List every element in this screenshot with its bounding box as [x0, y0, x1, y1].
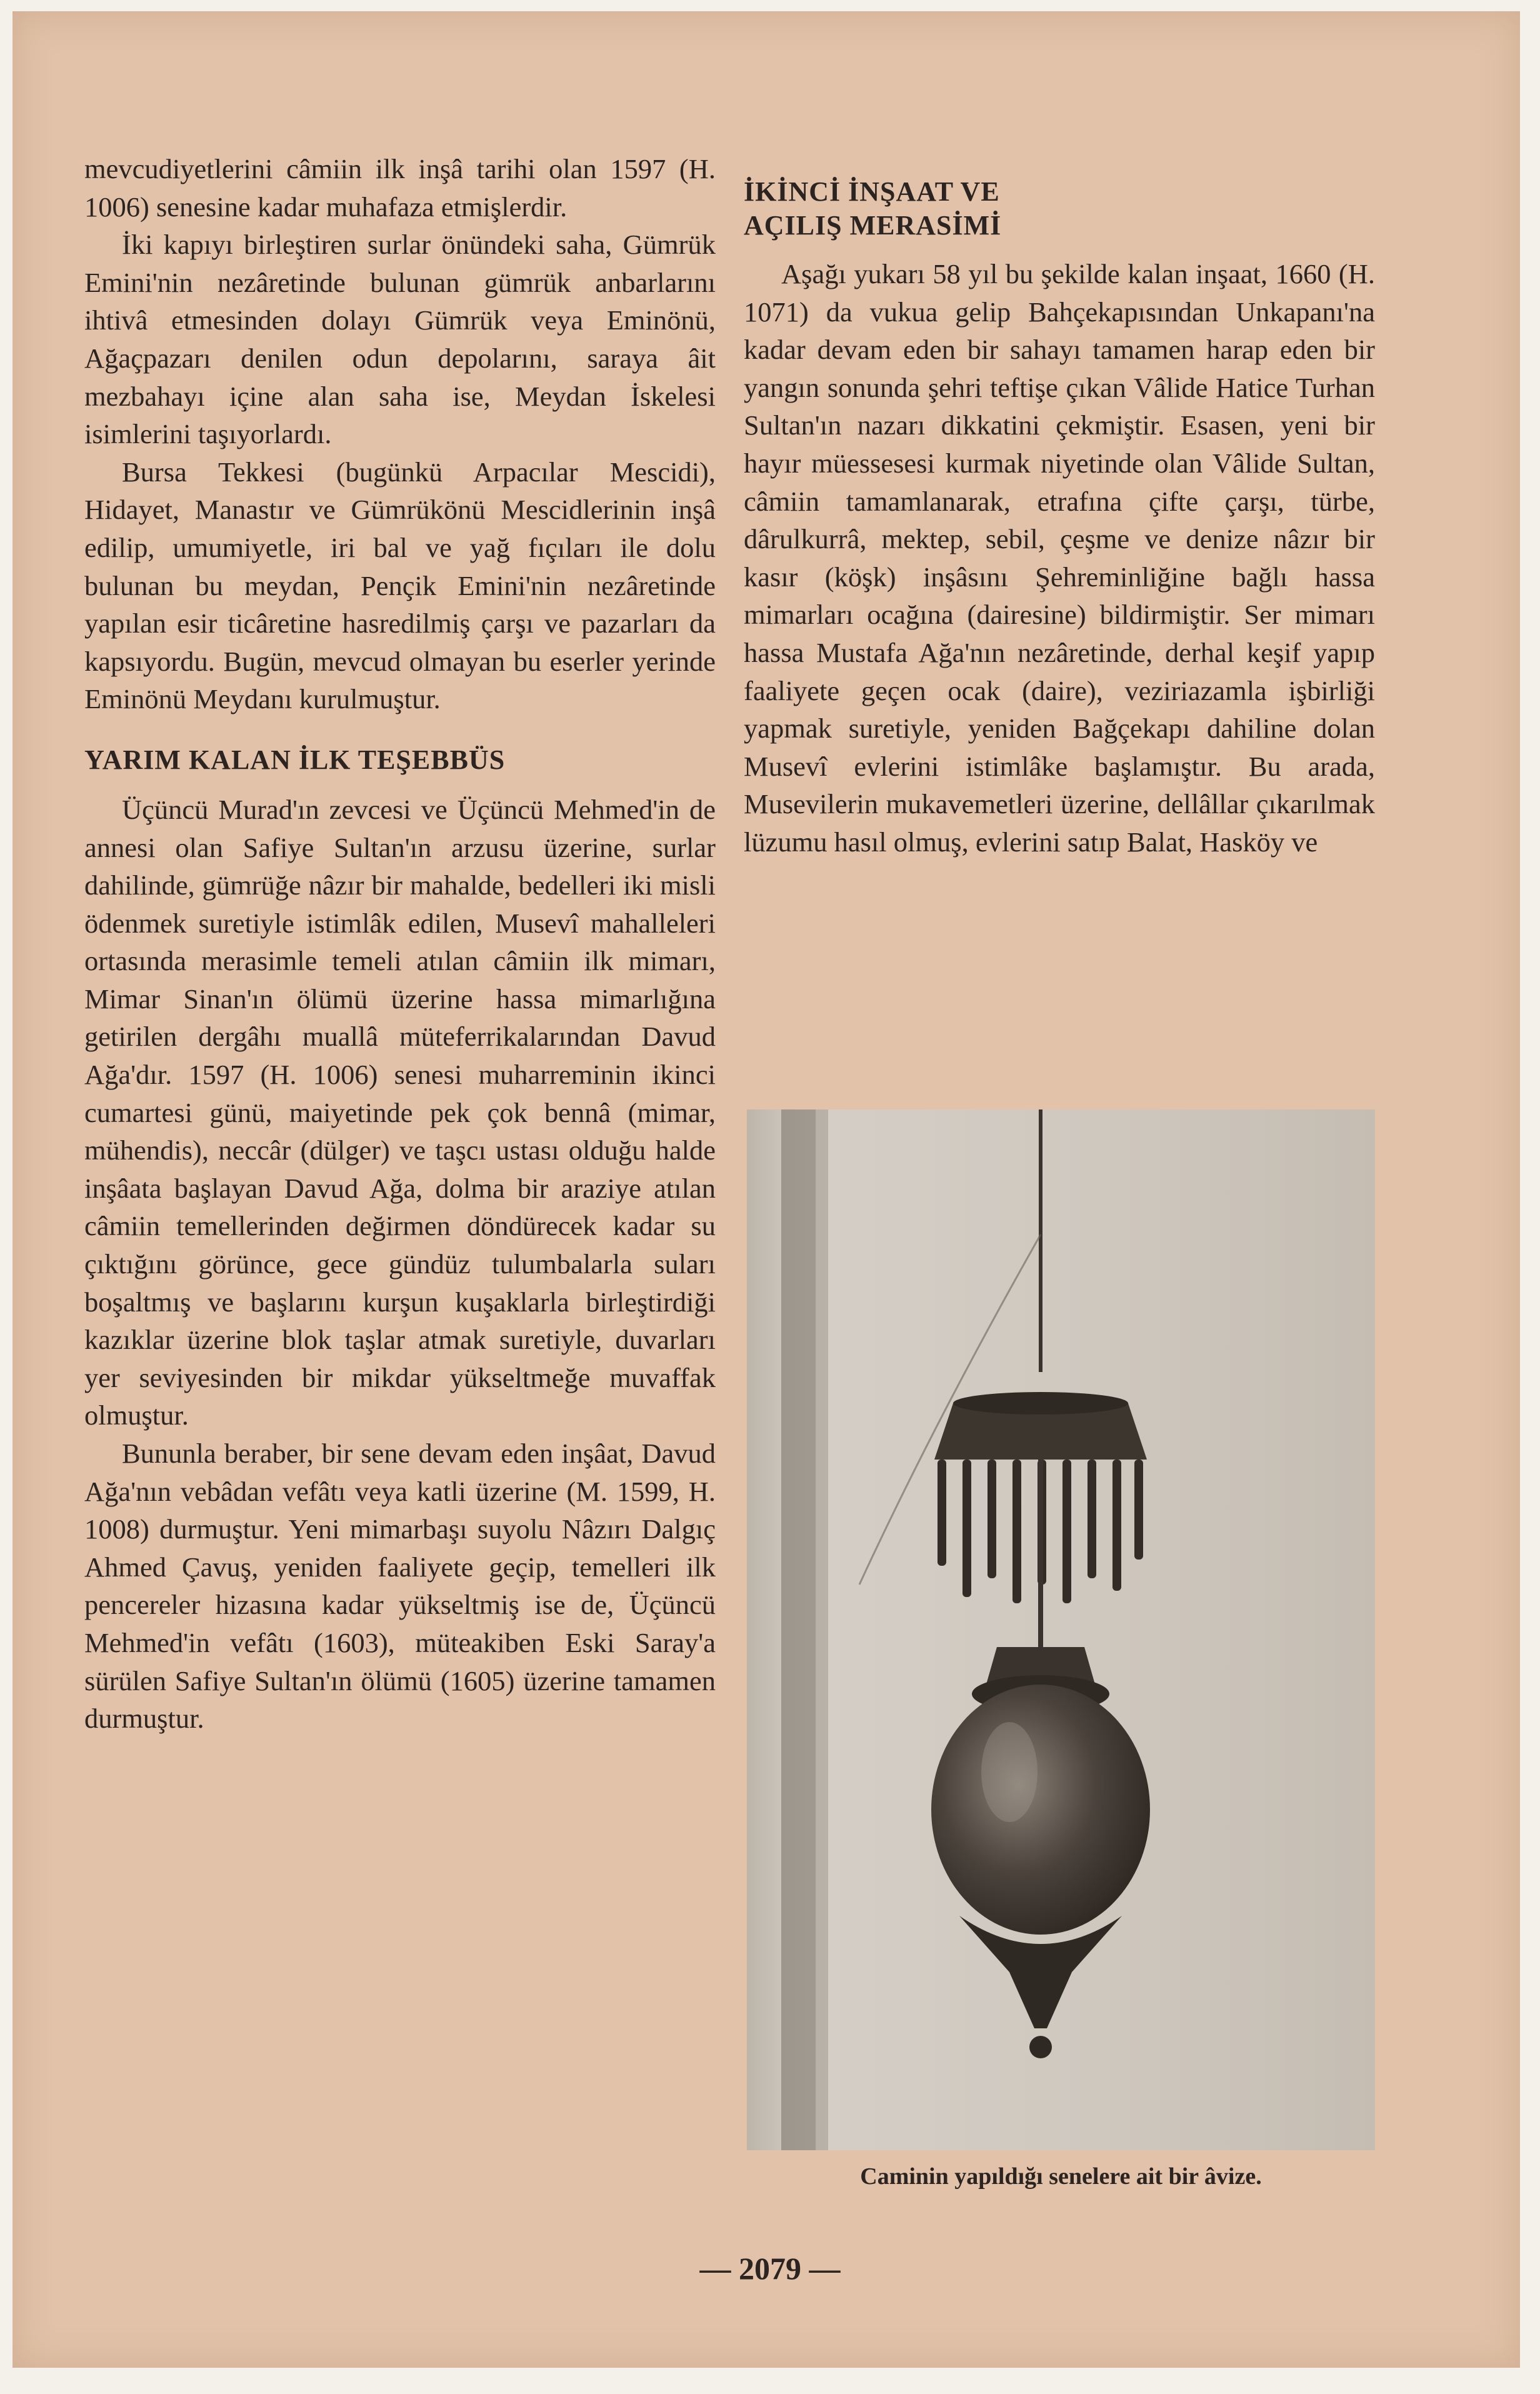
right-column: [744, 150, 1375, 861]
left-pillar: [781, 1109, 816, 2150]
lamp-body: [931, 1685, 1150, 1935]
chandelier-illustration: [747, 1109, 1375, 2150]
right-paragraph-1: Aşağı yukarı 58 yıl bu şekilde kalan inşaat, 1660 (H. 1071) da vukua gelip Bahçekapısından Unkapanı'na kadar devam eden bir sahayı tamamen harap eden bir yangın sonunda şehri teftişe çıkan Vâlide Hatice Turhan Sultan'ın nazarı dikkatini çekmiştir. Esasen, yeni bir hayır müessesesi kurmak niyetinde olan Vâlide Sultan, câmiin tamamlanarak, etrafına çifte çarşı, türbe, dârulkurrâ, mektep, sebil, çeşme ve denize nâzır bir kasır (köşk) inşâsını Şehreminliğine bağlı hassa mimarları ocağına (dairesine) bildirmiştir. Ser mimarı hassa Mustafa Ağa'nın nezâretinde, derhal keşif yapıp faaliyete geçen ocak (daire), veziriazamla işbirliği yapmak suretiyle, yeniden Bağçekapı dahiline dolan Musevî evlerini istimlâke başlamıştır. Bu arada, Musevilerin mukavemetleri üzerine, dellâllar çıkarılmak lüzumu hasıl olmuş, evlerini satıp Balat, Hasköy ve: [744, 258, 1375, 858]
section-heading-yarim-kalan: YARIM KALAN İLK TEŞEBBÜS: [84, 744, 506, 775]
left-column: [84, 150, 716, 1738]
chandelier-photo: [747, 1109, 1375, 2150]
heading-line-2: AÇILIŞ MERASİMİ: [744, 210, 1002, 241]
left-paragraph-2: İki kapıyı birleştiren surlar önündeki saha, Gümrük Emini'nin nezâretinde bulunan gümrük anbarlarını ihtivâ etmesinden dolayı Gümrük veya Eminönü, Ağaçpazarı denilen odun depolarını, saraya âit mezbahayı içine alan saha ise, Meydan İskelesi isimlerini taşıyorlardı.: [84, 229, 716, 450]
left-paragraph-4: Üçüncü Murad'ın zevcesi ve Üçüncü Mehmed'in de annesi olan Safiye Sultan'ın arzusu üzerine, surlar dahilinde, gümrüğe nâzır bir mahalde, bedelleri iki misli ödenmek suretiyle istimlâk edilen, Musevî mahalleleri ortasında merasimle temeli atılan câmiin ilk mimarı, Mimar Sinan'ın ölümü üzerine hassa mimarlığına getirilen dergâhı muallâ müteferrikalarından Davud Ağa'dır. 1597 (H. 1006) senesi muharreminin ikinci cumartesi günü, maiyetinde pek çok bennâ (mimar, mühendis), neccâr (dülger) ve taşcı ustası olduğu halde inşâata başlayan Davud Ağa, dolma bir araziye atılan câmiin temellerinden değirmen döndürecek kadar su çıktığını görünce, gece gündüz tulumbalarla suları boşaltmış ve başlarını kurşun kuşaklarla birleştirdiği kazıklar üzerine blok taşlar atmak suretiyle, duvarları yer seviyesinden bir mikdar yükseltmeğe muvaffak olmuştur.: [84, 793, 716, 1431]
photo-caption: Caminin yapıldığı senelere ait bir âvize.: [860, 2163, 1262, 2190]
page-number: — 2079 —: [699, 2251, 841, 2286]
section-heading-ikinci-insaat: [744, 175, 1375, 243]
left-paragraph-1: mevcudiyetlerini câmiin ilk inşâ tarihi olan 1597 (H. 1006) senesine kadar muhafaza etmişlerdir.: [84, 153, 716, 223]
left-paragraph-5: Bununla beraber, bir sene devam eden inşâat, Davud Ağa'nın vebâdan vefâtı veya katli üzerine (M. 1599, H. 1008) durmuştur. Yeni mimarbaşı suyolu Nâzırı Dalgıç Ahmed Çavuş, yeniden faaliyete geçip, temelleri ilk pencereler hizasına kadar yükseltmiş ise de, Üçüncü Mehmed'in vefâtı (1603), müteakiben Eski Saray'a sürülen Safiye Sultan'ın ölümü (1605) üzerine tamamen durmuştur.: [84, 1438, 716, 1735]
heading-line-1: İKİNCİ İNŞAAT VE: [744, 176, 1000, 207]
left-paragraph-3: Bursa Tekkesi (bugünkü Arpacılar Mescidi), Hidayet, Manastır ve Gümrükönü Mescidlerinin inşâ edilip, umumiyetle, iri bal ve yağ fıçıları ile dolu bulunan bu meydan, Pençik Emini'nin nezâretinde yapılan esir ticâretine hasredilmiş çarşı ve pazarları da kapsıyordu. Bugün, mevcud olmayan bu eserler yerinde Eminönü Meydanı kurulmuştur.: [84, 456, 716, 715]
